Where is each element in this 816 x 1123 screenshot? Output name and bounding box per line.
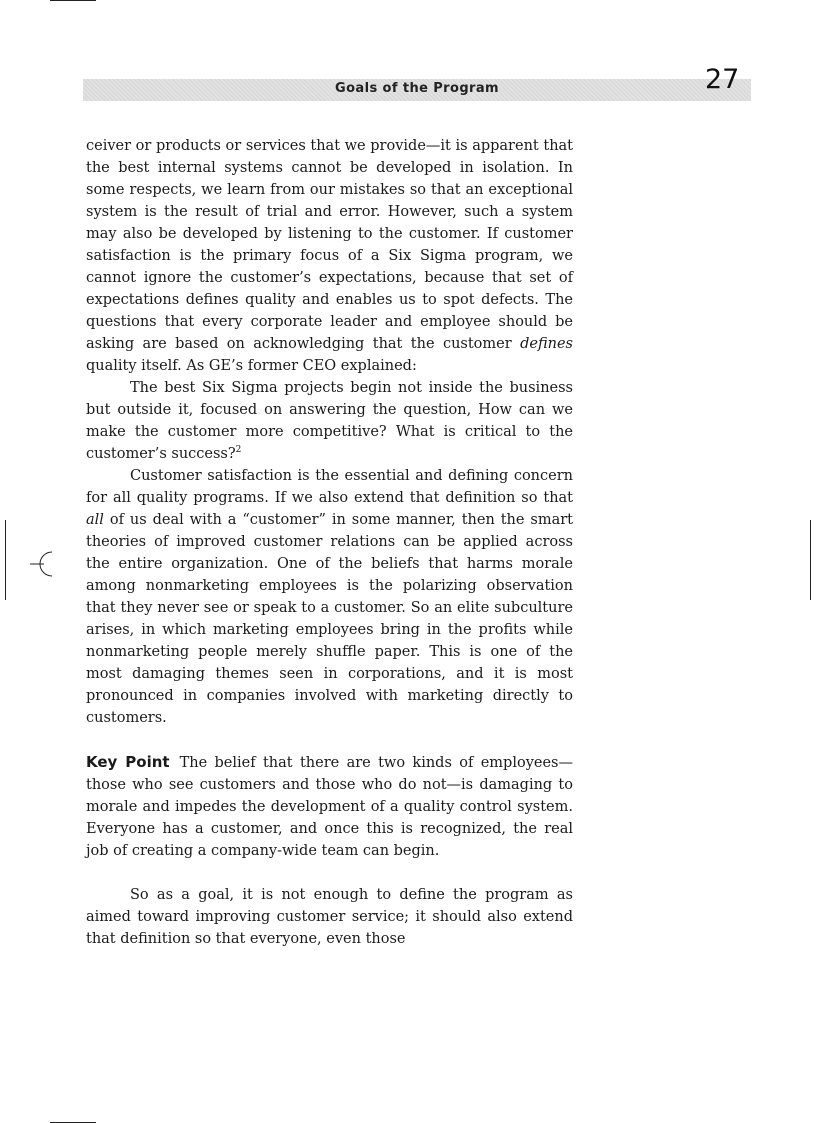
paragraph: ceiver or products or services that we provide—it is apparent that the best internal systems cannot be developed in isolation. In some respects, we learn from our mistakes so that an exceptional system is the result of trial and error. However, such a system may also be developed by listening to the customer. If customer satisfaction is the primary focus of a Six Sigma program, we cannot ignore the customer’s expectations, because that set of expectations defines quality and enables us to spot defects. The questions that every corporate leader and employee should be asking are based on acknowledging that the customer defines quality itself. As GE’s former CEO explained:: [86, 138, 573, 374]
key-point-label: Key Point: [86, 753, 170, 771]
key-point: Key Point The belief that there are two kinds of employees—those who see customers and those who do not—is damaging to morale and impedes the development of a quality control system. Everyone has a customer, and once this is recognized, the real job of creating a company-wide team can begin.: [86, 753, 573, 859]
crop-mark-top: [50, 0, 96, 1]
paragraph: So as a goal, it is not enough to define the program as aimed toward improving customer service; it should also extend that definition so that everyone, even those: [86, 887, 573, 947]
block-quote: The best Six Sigma projects begin not inside the business but outside it, focused on answering the question, How can we make the customer more competitive? What is critical to the customer’s success?$^2$: [86, 380, 573, 462]
footnote-marker: 2: [235, 445, 242, 456]
body-text: [86, 135, 573, 950]
crop-mark-left: [5, 520, 6, 600]
paragraph: Customer satisfaction is the essential and defining concern for all quality programs. If we also extend that definition so that all of us deal with a “customer” in some manner, then the smart theories of improved customer relations can be applied across the entire organization. One of the beliefs that harms morale among nonmarketing employees is the polarizing observation that they never see or speak to a customer. So an elite subculture arises, in which marketing employees bring in the profits while nonmarketing people merely shuffle paper. This is one of the most damaging themes seen in corporations, and it is most pronounced in companies involved with marketing directly to customers.: [86, 468, 573, 726]
running-head: Goals of the Program: [335, 81, 499, 96]
emphasis: defines: [520, 336, 573, 352]
margin-registration-icon: [30, 550, 58, 580]
page-number: 27: [705, 64, 740, 95]
emphasis: all: [86, 512, 104, 528]
crop-mark-right: [810, 520, 811, 600]
